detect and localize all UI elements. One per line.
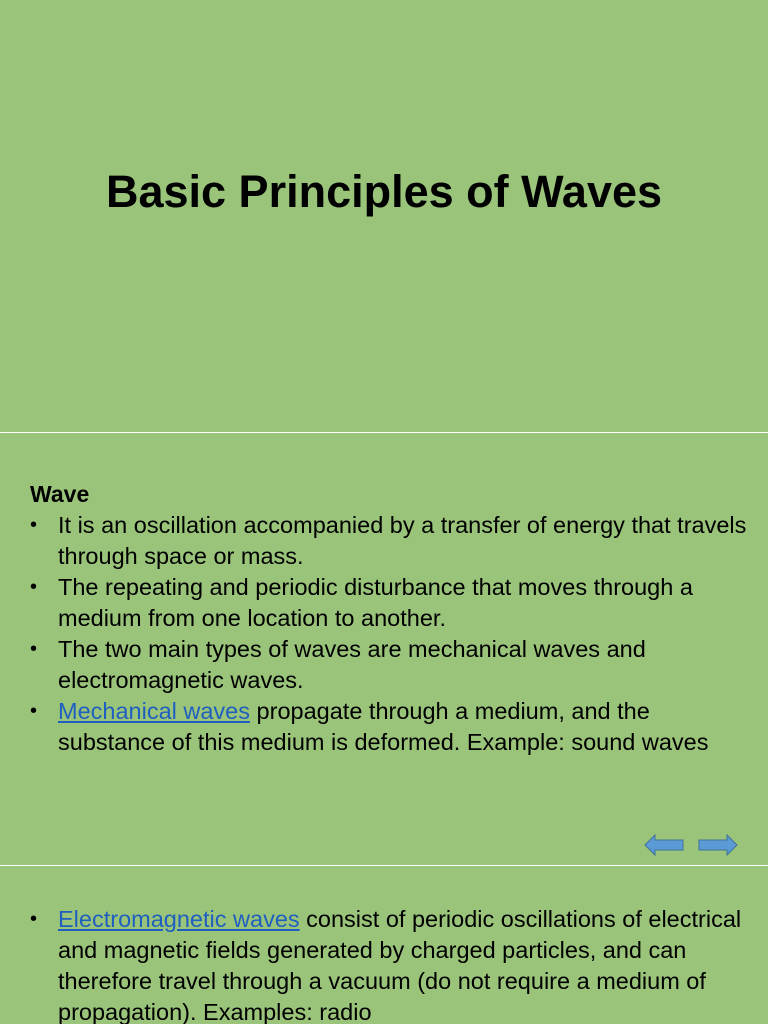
bullet-list xyxy=(30,904,755,1024)
bullet-item: • The two main types of waves are mechanical waves and electromagnetic waves. xyxy=(30,634,755,696)
next-slide-button[interactable] xyxy=(697,830,739,860)
left-arrow-icon xyxy=(645,835,683,855)
bullet-item: • The repeating and periodic disturbance that moves through a medium from one location to another. xyxy=(30,572,755,634)
bullet-item xyxy=(30,696,755,758)
bullet-text: propagate through a medium, and the substance of this medium is deformed. Example: sound waves xyxy=(58,698,709,755)
slide-content xyxy=(30,904,755,1024)
electromagnetic-waves-link[interactable]: Electromagnetic waves xyxy=(58,906,300,932)
bullet-text: consist of periodic oscillations of electrical and magnetic fields generated by charged particles, and can therefore travel through a vacuum (do not require a medium of propagation). Examples: radio xyxy=(58,906,742,1024)
right-arrow-icon xyxy=(699,835,737,855)
title-slide xyxy=(0,0,768,432)
bullet-item xyxy=(30,904,755,1024)
slide-content xyxy=(30,479,755,758)
bullet-list xyxy=(30,510,755,758)
wave-definition-slide xyxy=(0,433,768,865)
mechanical-waves-link[interactable]: Mechanical waves xyxy=(58,698,251,724)
electromagnetic-waves-slide xyxy=(0,866,768,1024)
slide-title: Basic Principles of Waves xyxy=(105,166,663,217)
previous-slide-button[interactable] xyxy=(643,830,685,860)
bullet-item: • It is an oscillation accompanied by a transfer of energy that travels through space or mass. xyxy=(30,510,755,572)
section-heading: Wave xyxy=(30,481,90,507)
